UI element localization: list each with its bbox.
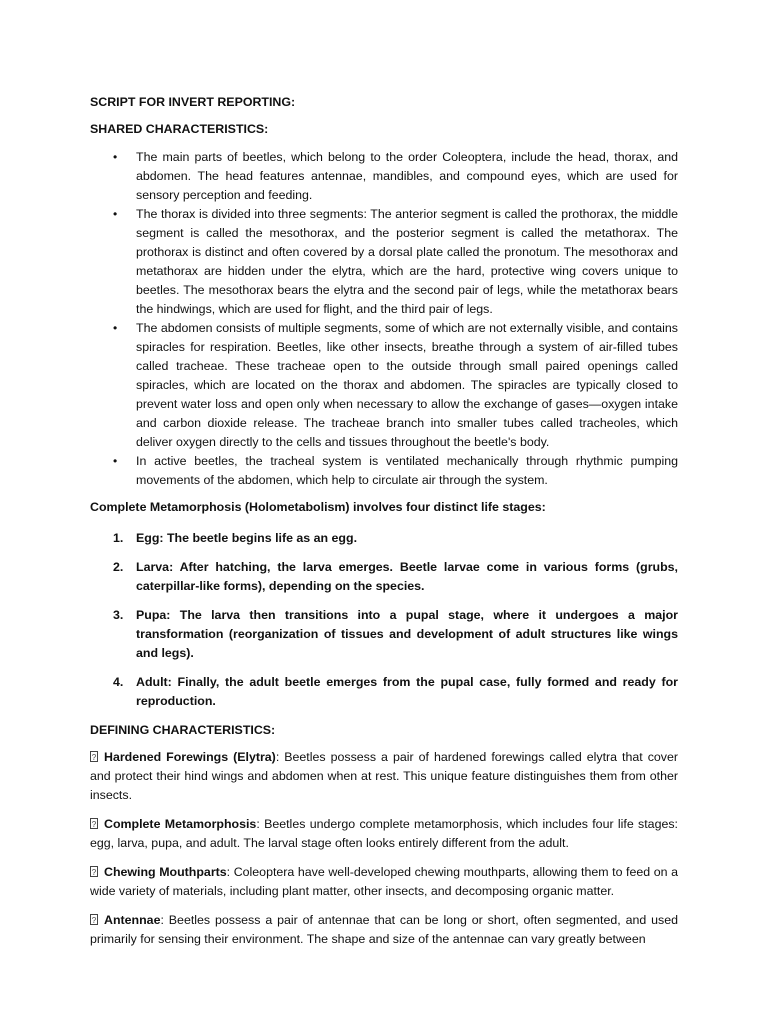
list-item (90, 148, 678, 205)
defining-term: Hardened Forewings (Elytra) (104, 750, 276, 764)
defining-term: Complete Metamorphosis (104, 817, 257, 831)
stage-number: 3. (113, 608, 124, 622)
defining-term: Chewing Mouthparts (104, 865, 227, 879)
defining-item (90, 863, 678, 901)
list-item (90, 319, 678, 452)
life-stage-item (90, 529, 678, 548)
list-item-text: In active beetles, the tracheal system is ventilated mechanically through rhythmic pumping movements of the abdomen, which help to circulate air through the system. (136, 454, 678, 487)
stage-number: 2. (113, 560, 124, 574)
list-item (90, 452, 678, 490)
stage-text: Egg: The beetle begins life as an egg. (136, 531, 358, 545)
life-stage-item (90, 606, 678, 663)
defining-text: : Coleoptera have well-developed chewing mouthparts, allowing them to feed on a wide variety of materials, including plant matter, other insects, and decomposing organic matter. (90, 865, 678, 898)
stage-number: 1. (113, 531, 124, 545)
document-page (90, 93, 678, 959)
bullet-icon: • (113, 321, 118, 335)
life-stage-item (90, 558, 678, 596)
defining-item (90, 748, 678, 805)
bullet-icon: • (113, 150, 118, 164)
shared-characteristics-heading: SHARED CHARACTERISTICS: (90, 122, 269, 136)
document-title: SCRIPT FOR INVERT REPORTING: (90, 95, 296, 109)
bullet-icon: • (113, 207, 118, 221)
stage-text: Adult: Finally, the adult beetle emerges from the pupal case, fully formed and ready for reproduction. (136, 675, 678, 708)
stage-number: 4. (113, 675, 124, 689)
defining-text: : Beetles possess a pair of hardened forewings called elytra that cover and protect their hind wings and abdomen when at rest. This unique feature distinguishes them from other insects. (90, 750, 678, 802)
metamorphosis-intro: Complete Metamorphosis (Holometabolism) involves four distinct life stages: (90, 500, 546, 514)
list-item (90, 205, 678, 319)
stage-text: Pupa: The larva then transitions into a pupal stage, where it undergoes a major transformation (reorganization of tissues and development of adult structures like wings and legs). (136, 608, 678, 660)
missing-glyph-icon (90, 914, 98, 925)
life-stage-item (90, 673, 678, 711)
defining-text: : Beetles undergo complete metamorphosis, which includes four life stages: egg, larva, pupa, and adult. The larval stage often looks entirely different from the adult. (90, 817, 678, 850)
defining-term: Antennae (104, 913, 161, 927)
list-item-text: The main parts of beetles, which belong to the order Coleoptera, include the head, thorax, and abdomen. The head features antennae, mandibles, and compound eyes, which are used for sensory perception and feeding. (136, 150, 678, 202)
defining-item (90, 815, 678, 853)
missing-glyph-icon (90, 818, 98, 829)
stage-text: Larva: After hatching, the larva emerges. Beetle larvae come in various forms (grubs, caterpillar-like forms), depending on the species. (136, 560, 678, 593)
defining-characteristics-heading: DEFINING CHARACTERISTICS: (90, 723, 276, 737)
shared-characteristics-list (90, 148, 678, 490)
defining-item (90, 911, 678, 949)
defining-text: : Beetles possess a pair of antennae that can be long or short, often segmented, and used primarily for sensing their environment. The shape and size of the antennae can vary greatly between (90, 913, 678, 946)
life-stages-list (90, 529, 678, 711)
list-item-text: The thorax is divided into three segments: The anterior segment is called the prothorax, the middle segment is called the mesothorax, and the posterior segment is called the metathorax. The prothorax is distinct and often covered by a dorsal plate called the pronotum. The mesothorax and metathorax are hidden under the elytra, which are the hard, protective wing covers unique to beetles. The mesothorax bears the elytra and the second pair of legs, while the metathorax bears the hindwings, which are used for flight, and the third pair of legs. (136, 207, 678, 316)
missing-glyph-icon (90, 866, 98, 877)
list-item-text: The abdomen consists of multiple segments, some of which are not externally visible, and contains spiracles for respiration. Beetles, like other insects, breathe through a system of air-filled tubes called tracheae. These tracheae open to the outside through small paired openings called spiracles, which are located on the thorax and abdomen. The spiracles are typically closed to prevent water loss and open only when necessary to allow the exchange of gases—oxygen intake and carbon dioxide release. The tracheae branch into smaller tubes called tracheoles, which deliver oxygen directly to the cells and tissues throughout the beetle's body. (136, 321, 678, 449)
bullet-icon: • (113, 454, 118, 468)
missing-glyph-icon (90, 751, 98, 762)
